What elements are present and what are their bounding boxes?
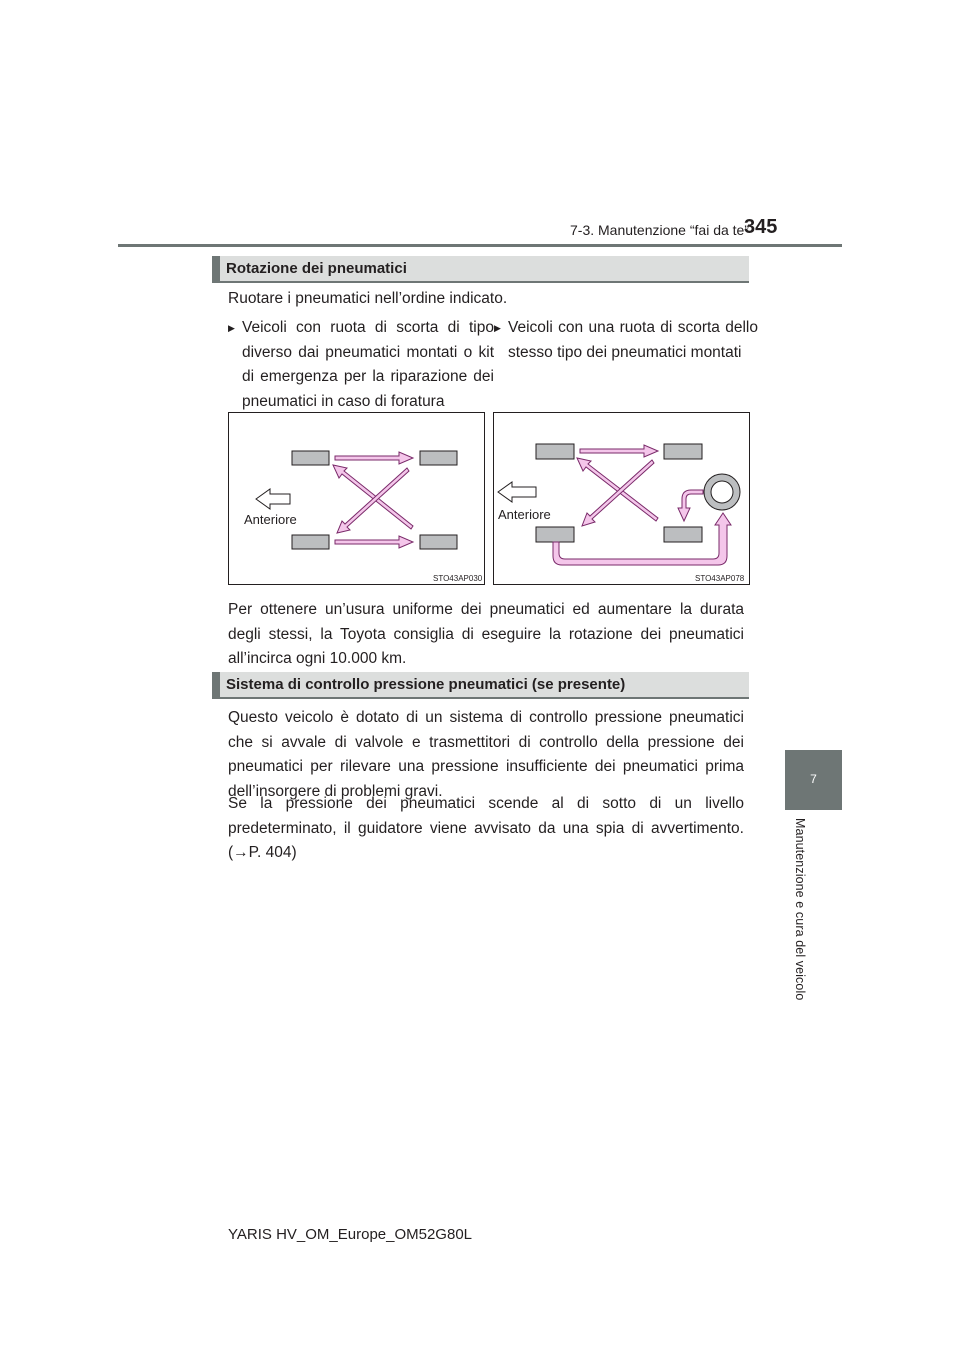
figure-code: STO43AP030 (433, 574, 483, 583)
footer-doc-id: YARIS HV_OM_Europe_OM52G80L (228, 1226, 473, 1243)
arrow-bottom (335, 536, 413, 548)
rotation-note: Per ottenere un’usura uniforme dei pneumatici ed aumentare la durata degli stessi, la Toyota consiglia di eseguire la rotazione dei pneumatici all’incirca ogni 10.000 km. (228, 601, 744, 668)
section-heading-text: Sistema di controllo pressione pneumatici (se presente) (226, 676, 626, 693)
option-same-spare: ▶ Veicoli con una ruota di scorta dello stesso tipo dei pneumatici montati (494, 316, 758, 365)
arrow-top (335, 452, 413, 464)
tpms-paragraph-2: Se la pressione dei pneumatici scende al di sotto di un livello predeterminato, il guidatore viene avvisato da una spia di avvertimento. (→P. 404) (228, 795, 744, 862)
tire-rear-left (420, 451, 457, 465)
chapter-title: Manutenzione e cura del veicolo (793, 818, 807, 1001)
arrow-spare-to-rear (678, 490, 703, 521)
tire-front-left (292, 451, 329, 465)
front-label: Anteriore (244, 512, 297, 527)
header-rule (118, 244, 842, 247)
tire-front-right (536, 527, 574, 542)
tire-rear-left (664, 444, 702, 459)
rotation-intro: Ruotare i pneumatici nell’ordine indicato. (228, 290, 508, 307)
rotation-diagram-4-tires (229, 413, 486, 586)
rotation-figure-4-tires (228, 412, 485, 585)
rotation-figure-5-tires (493, 412, 750, 585)
option-different-spare: ▶ Veicoli con ruota di scorta di tipo diverso dai pneumatici montati o kit di emergenza per la riparazione dei pneumatici in caso di foratura (228, 316, 494, 414)
tire-front-right (292, 535, 329, 549)
tire-front-left (536, 444, 574, 459)
page-number: 345 (744, 216, 778, 238)
spare-tire-hub (711, 481, 733, 503)
front-direction-arrow (498, 482, 536, 502)
chapter-number: 7 (810, 772, 817, 786)
chapter-tab (785, 750, 842, 810)
section-heading-text: Rotazione dei pneumatici (226, 260, 407, 277)
header-section-title: 7-3. Manutenzione “fai da te” (570, 222, 749, 238)
front-label: Anteriore (498, 507, 551, 522)
section-heading-tpms (212, 672, 749, 699)
rotation-diagram-5-tires (494, 413, 751, 586)
arrow-front-to-spare (553, 513, 731, 565)
tpms-paragraph-1: Questo veicolo è dotato di un sistema di controllo pressione pneumatici che si avvale di valvole e trasmettitori di controllo della pressione dei pneumatici per rilevare una pressione insufficiente dei pneumatici prima dell’insorgere di problemi gravi. (228, 709, 744, 800)
arrow-top (580, 445, 658, 457)
front-direction-arrow (256, 489, 290, 509)
tire-rear-right (664, 527, 702, 542)
figure-code: STO43AP078 (695, 574, 745, 583)
section-heading-rotation (212, 256, 749, 283)
tire-rear-right (420, 535, 457, 549)
